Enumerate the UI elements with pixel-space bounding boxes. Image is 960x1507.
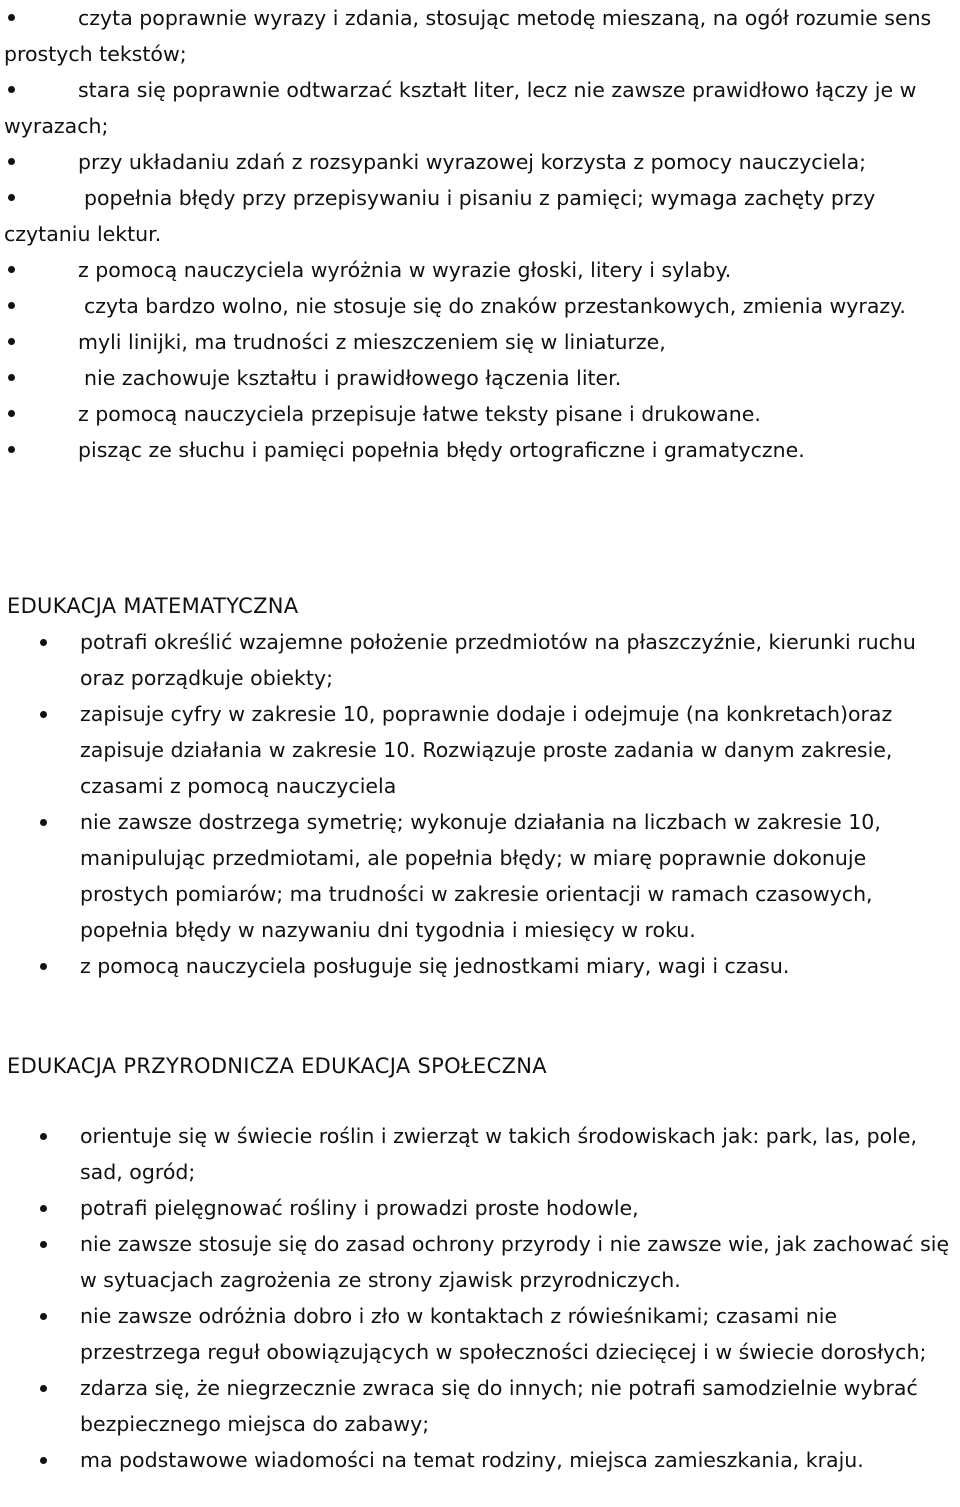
- list-item: myli linijki, ma trudności z mieszczeniem się w liniaturze,: [0, 324, 960, 360]
- math-heading: EDUKACJA MATEMATYCZNA: [7, 594, 299, 618]
- list-item: nie zachowuje kształtu i prawidłowego łączenia liter.: [0, 360, 960, 396]
- bullet-icon: [4, 432, 78, 468]
- list-item: przy układaniu zdań z rozsypanki wyrazowej korzysta z pomocy nauczyciela;: [0, 144, 960, 180]
- nature-social-heading: EDUKACJA PRZYRODNICZA EDUKACJA SPOŁECZNA: [7, 1054, 547, 1078]
- bullet-icon: [4, 360, 84, 396]
- list-item: potrafi pielęgnować rośliny i prowadzi proste hodowle,: [0, 1190, 958, 1226]
- list-item: potrafi określić wzajemne położenie przedmiotów na płaszczyźnie, kierunki ruchu oraz porządkuje obiekty;: [0, 624, 958, 696]
- list-item: nie zawsze odróżnia dobro i zło w kontaktach z rówieśnikami; czasami nie przestrzega reguł obowiązujących w społeczności dziecięcej i w świecie dorosłych;: [0, 1298, 958, 1370]
- math-list: [0, 624, 958, 984]
- bullet-icon: [4, 288, 84, 324]
- list-item: popełnia błędy przy przepisywaniu i pisaniu z pamięci; wymaga zachęty przy czytaniu lektur.: [0, 180, 960, 252]
- list-item: czyta poprawnie wyrazy i zdania, stosując metodę mieszaną, na ogół rozumie sens prostych tekstów;: [0, 0, 960, 72]
- nature-social-list: [0, 1118, 958, 1478]
- list-item: stara się poprawnie odtwarzać kształt liter, lecz nie zawsze prawidłowo łączy je w wyrazach;: [0, 72, 960, 144]
- list-item: nie zawsze dostrzega symetrię; wykonuje działania na liczbach w zakresie 10, manipulując przedmiotami, ale popełnia błędy; w miarę poprawnie dokonuje prostych pomiarów; ma trudności w zakresie orientacji w ramach czasowych, popełnia błędy w nazywaniu dni tygodnia i miesięcy w roku.: [0, 804, 958, 948]
- list-item: orientuje się w świecie roślin i zwierząt w takich środowiskach jak: park, las, pole, sad, ogród;: [0, 1118, 958, 1190]
- list-item: ma podstawowe wiadomości na temat rodziny, miejsca zamieszkania, kraju.: [0, 1442, 958, 1478]
- list-item: zapisuje cyfry w zakresie 10, poprawnie dodaje i odejmuje (na konkretach)oraz zapisuje działania w zakresie 10. Rozwiązuje proste zadania w danym zakresie, czasami z pomocą nauczyciela: [0, 696, 958, 804]
- list-item: nie zawsze stosuje się do zasad ochrony przyrody i nie zawsze wie, jak zachować się w sytuacjach zagrożenia ze strony zjawisk przyrodniczych.: [0, 1226, 958, 1298]
- list-item: z pomocą nauczyciela posługuje się jednostkami miary, wagi i czasu.: [0, 948, 958, 984]
- list-item: z pomocą nauczyciela przepisuje łatwe teksty pisane i drukowane.: [0, 396, 960, 432]
- bullet-icon: [4, 180, 84, 216]
- list-item: z pomocą nauczyciela wyróżnia w wyrazie głoski, litery i sylaby.: [0, 252, 960, 288]
- reading-writing-list: [0, 0, 960, 468]
- bullet-icon: [4, 0, 78, 36]
- bullet-icon: [4, 144, 78, 180]
- list-item: zdarza się, że niegrzecznie zwraca się do innych; nie potrafi samodzielnie wybrać bezpiecznego miejsca do zabawy;: [0, 1370, 958, 1442]
- bullet-icon: [4, 396, 78, 432]
- list-item: pisząc ze słuchu i pamięci popełnia błędy ortograficzne i gramatyczne.: [0, 432, 960, 468]
- list-item: czyta bardzo wolno, nie stosuje się do znaków przestankowych, zmienia wyrazy.: [0, 288, 960, 324]
- bullet-icon: [4, 252, 78, 288]
- bullet-icon: [4, 324, 78, 360]
- bullet-icon: [4, 72, 78, 108]
